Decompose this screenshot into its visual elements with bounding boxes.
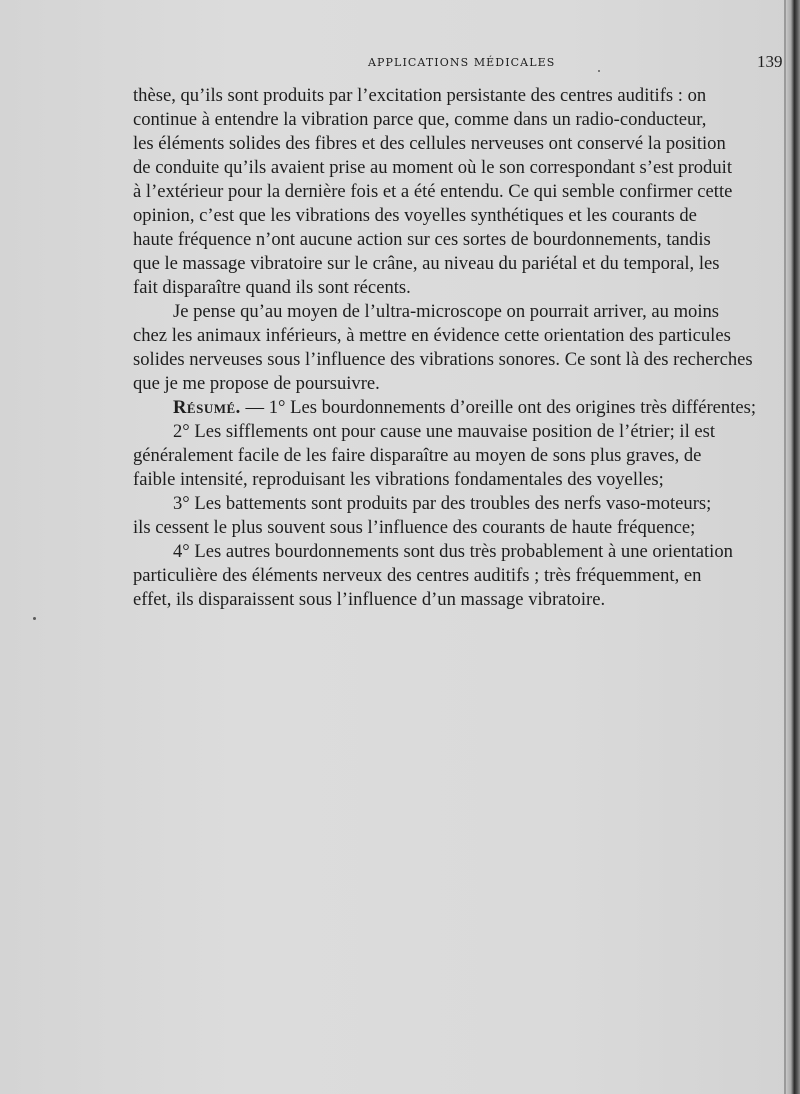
text-line: continue à entendre la vibration parce que, comme dans un radio-conducteur, [133, 109, 707, 130]
paragraph-first-line: 4° Les autres bourdonnements sont dus très probablement à une orientation [173, 541, 733, 562]
text-line: ils cessent le plus souvent sous l’influence des courants de haute fréquence; [133, 517, 696, 538]
page-binding-edge [786, 0, 800, 1094]
running-title: APPLICATIONS MÉDICALES [368, 56, 556, 69]
paper-speck [598, 70, 600, 72]
text-line: opinion, c’est que les vibrations des voyelles synthétiques et les courants de [133, 205, 697, 226]
text-line: à l’extérieur pour la dernière fois et a été entendu. Ce qui semble confirmer cette [133, 181, 733, 202]
text-line: haute fréquence n’ont aucune action sur ces sortes de bourdonnements, tandis [133, 229, 711, 250]
text-line: effet, ils disparaissent sous l’influence d’un massage vibratoire. [133, 589, 606, 610]
summary-first-line [133, 396, 793, 420]
text-line: particulière des éléments nerveux des centres auditifs ; très fréquemment, en [133, 565, 702, 586]
text-line: que le massage vibratoire sur le crâne, au niveau du pariétal et du temporal, les [133, 253, 720, 274]
paper-speck [33, 617, 36, 620]
paragraph-first-line: 3° Les battements sont produits par des troubles des nerfs vaso-moteurs; [173, 493, 712, 514]
text-line: généralement facile de les faire disparaître au moyen de sons plus graves, de [133, 445, 702, 466]
page-number: 139 [757, 52, 783, 71]
summary-text: — 1° Les bourdonnements d’oreille ont des origines très différentes; [245, 397, 757, 418]
paragraph-first-line: Je pense qu’au moyen de l’ultra-microscope on pourrait arriver, au moins [173, 301, 720, 322]
summary-label: Résumé. [173, 397, 241, 418]
text-line: fait disparaître quand ils sont récents. [133, 277, 411, 298]
text-line: thèse, qu’ils sont produits par l’excitation persistante des centres auditifs : on [133, 85, 707, 106]
text-line: que je me propose de poursuivre. [133, 373, 380, 394]
text-line: de conduite qu’ils avaient prise au moment où le son correspondant s’est produit [133, 157, 732, 178]
body-text [133, 84, 793, 612]
text-line: faible intensité, reproduisant les vibrations fondamentales des voyelles; [133, 469, 664, 490]
text-line: chez les animaux inférieurs, à mettre en évidence cette orientation des particules [133, 325, 731, 346]
text-line: les éléments solides des fibres et des cellules nerveuses ont conservé la position [133, 133, 726, 154]
text-block [133, 0, 793, 1094]
text-line: solides nerveuses sous l’influence des vibrations sonores. Ce sont là des recherches [133, 349, 753, 370]
running-head [133, 54, 793, 72]
paragraph-first-line: 2° Les sifflements ont pour cause une mauvaise position de l’étrier; il est [173, 421, 716, 442]
